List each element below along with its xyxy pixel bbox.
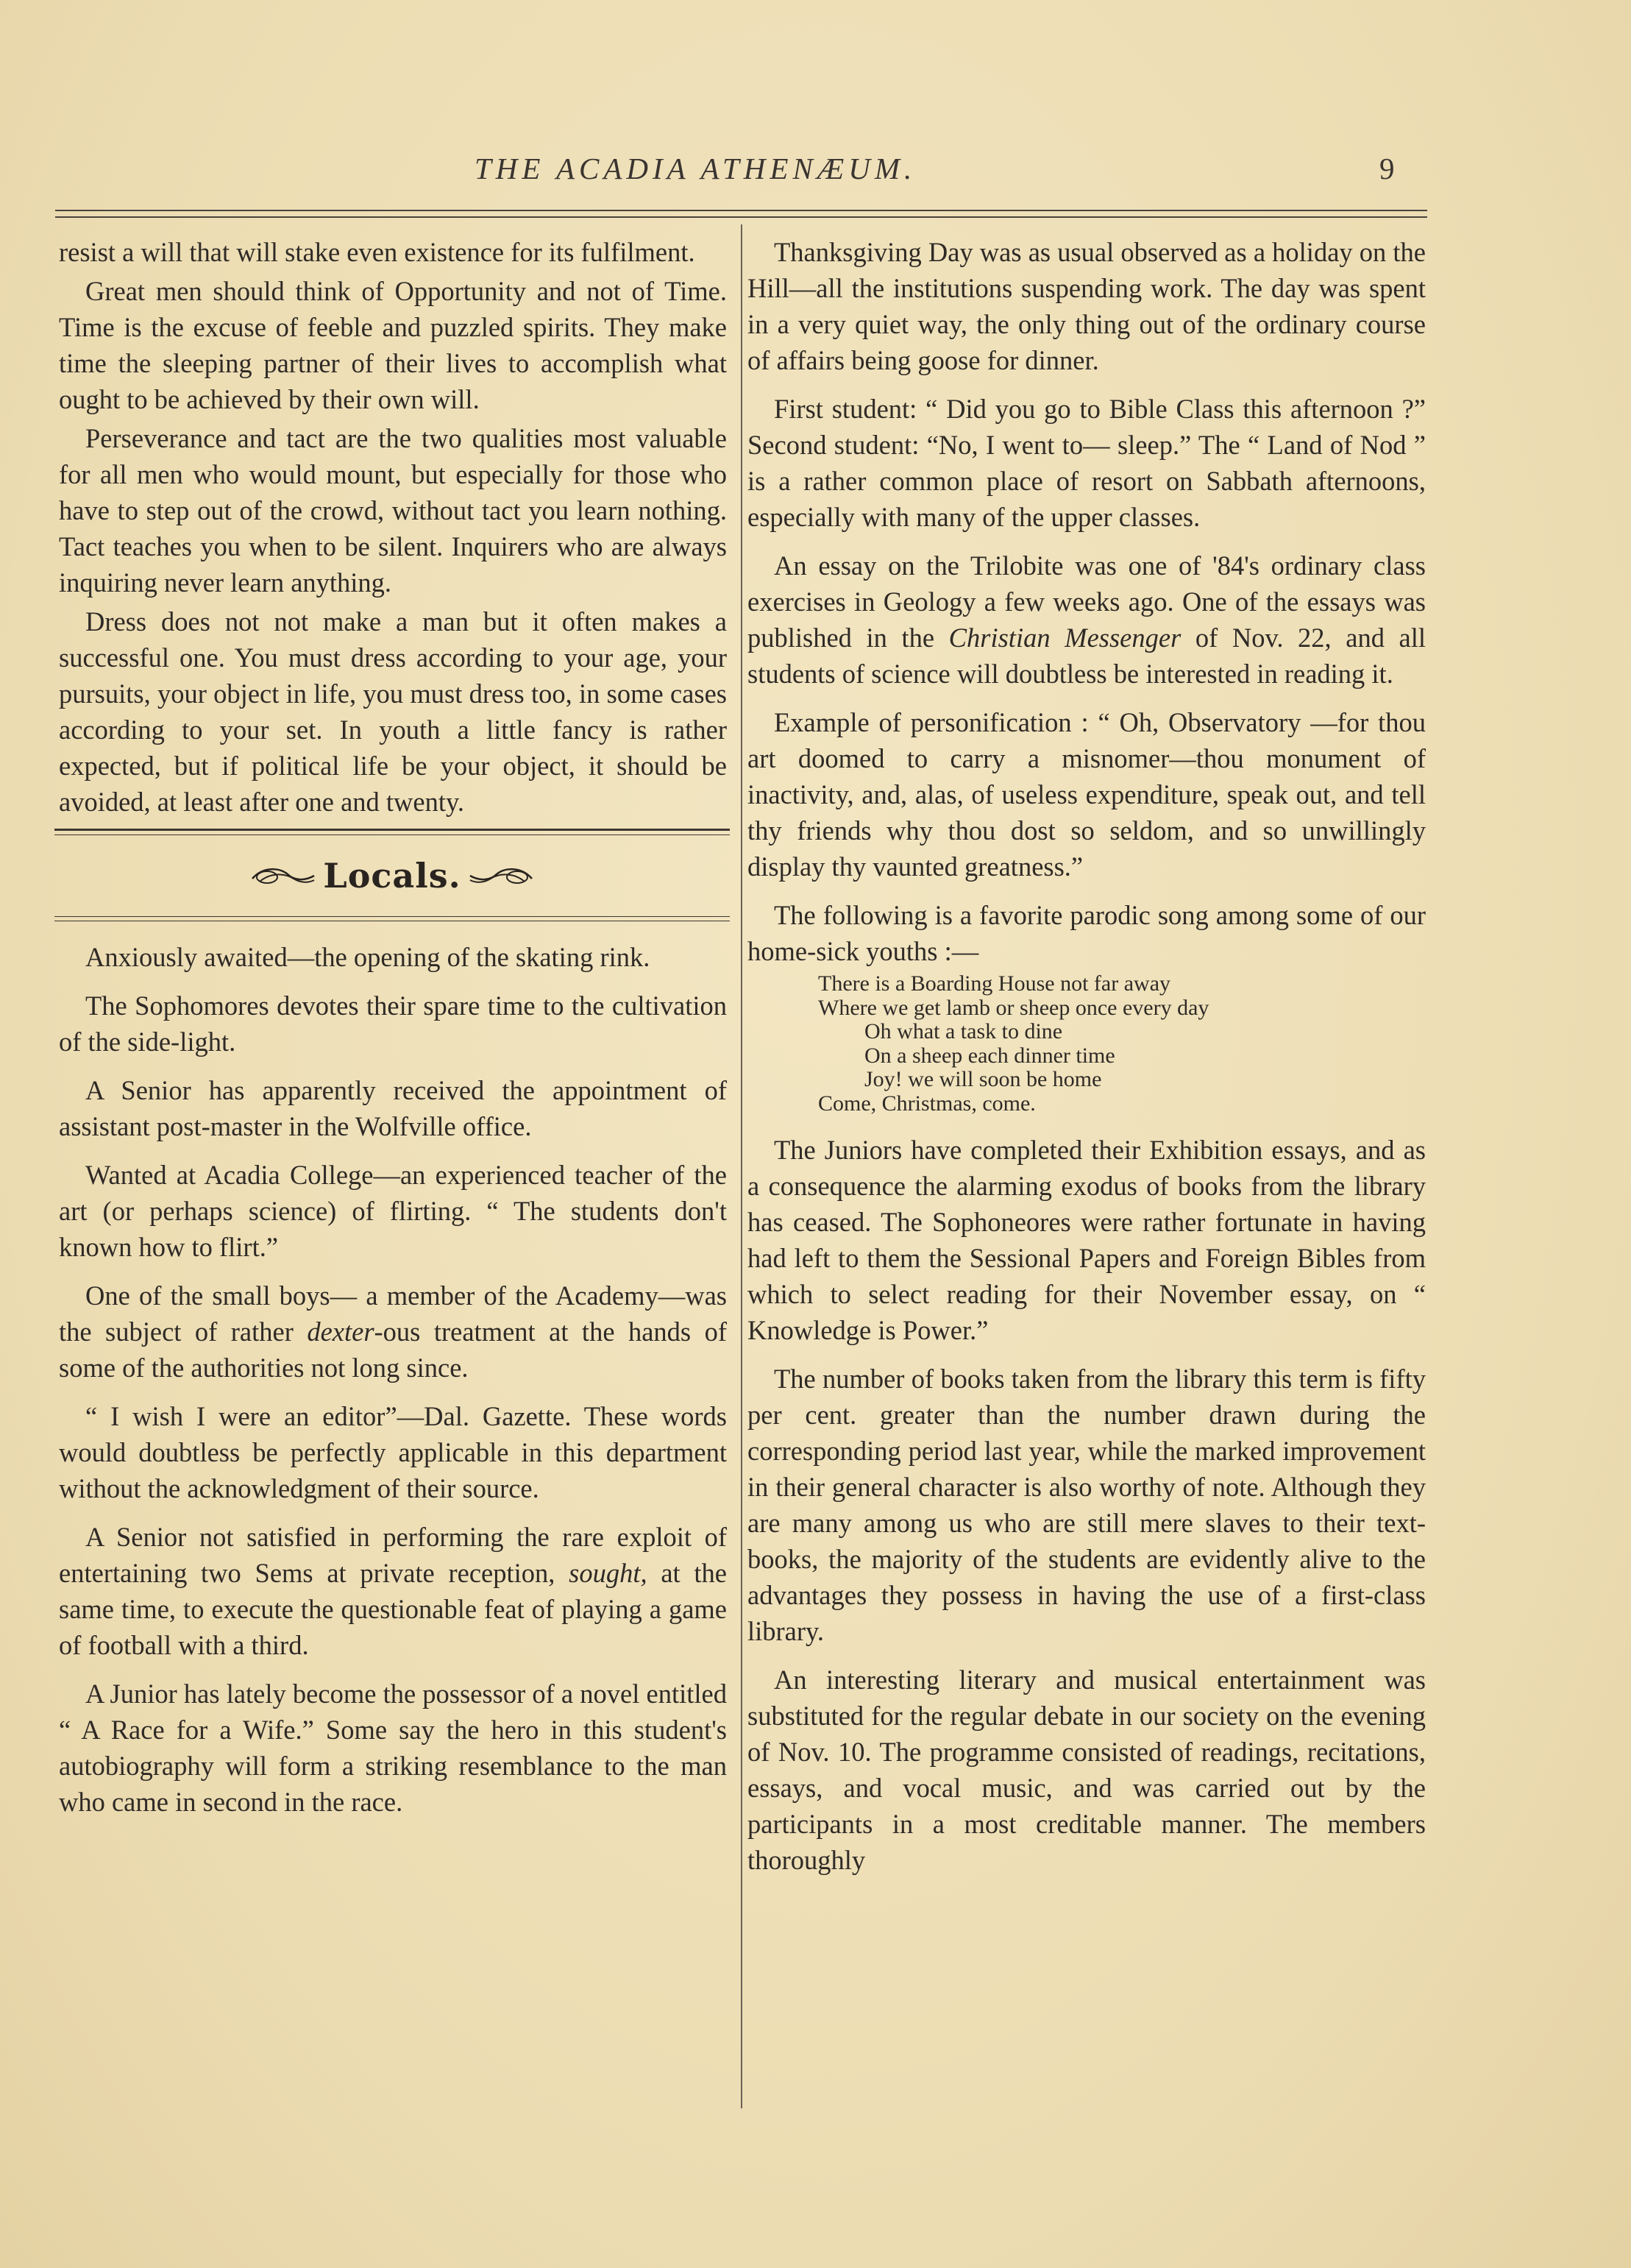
column-divider bbox=[741, 224, 742, 2108]
paragraph: Dress does not not make a man but it often makes a successful one. You must dress according to your age, your pursuits, your object in life, you must dress too, in some cases according to your set. In youth a little fancy is rather expected, but if political life be your object, it should be avoided, at least after one and twenty. bbox=[59, 606, 727, 817]
poem bbox=[818, 972, 1426, 1116]
running-head bbox=[0, 151, 1631, 195]
page-number: 9 bbox=[1379, 152, 1395, 185]
paragraph: First student: “ Did you go to Bible Class this afternoon ?” Second student: “No, I went to— sleep.” The “ Land of Nod ” is a rather common place of resort on Sabbath afternoons, especially with many of the upper classes. bbox=[747, 394, 1426, 532]
locals-item bbox=[59, 1277, 727, 1386]
locals-item: A Senior has apparently received the appointment of assistant post-master in the Wolfville office. bbox=[59, 1075, 727, 1141]
left-flourish-icon bbox=[249, 862, 317, 889]
paragraph: The Juniors have completed their Exhibition essays, and as a consequence the alarming exodus of books from the library has ceased. The Sophoneores were rather fortunate in having had left to them the Sessional Papers and Foreign Bibles from which to select reading for their November essay, on “ Knowledge is Power.” bbox=[747, 1135, 1426, 1345]
italic-text: sought, bbox=[569, 1558, 647, 1588]
header-rule-top bbox=[55, 210, 1427, 211]
poem-line: Where we get lamb or sheep once every day bbox=[818, 995, 1209, 1020]
locals-item: The Sophomores devotes their spare time to the cultivation of the side-light. bbox=[59, 991, 727, 1057]
left-column bbox=[59, 234, 727, 1832]
poem-line: There is a Boarding House not far away bbox=[818, 971, 1171, 996]
locals-section-header bbox=[54, 829, 730, 921]
paragraph: The following is a favorite parodic song among some of our home-sick youths :— bbox=[747, 900, 1426, 966]
locals-item: “ I wish I were an editor”—Dal. Gazette. These words would doubtless be perfectly applicable in this department without the acknowledgment of their source. bbox=[59, 1401, 727, 1503]
paragraph: resist a will that will stake even existence for its fulfilment. bbox=[59, 237, 695, 267]
poem-line: Oh what a task to dine bbox=[864, 1019, 1063, 1043]
right-column bbox=[747, 234, 1426, 1890]
locals-item: Wanted at Acadia College—an experienced teacher of the art (or perhaps science) of flirting. “ The students don't known how to flirt.” bbox=[59, 1160, 727, 1262]
locals-heading bbox=[54, 835, 730, 916]
paragraph: Thanksgiving Day was as usual observed as a holiday on the Hill—all the institutions suspending work. The day was spent in a very quiet way, the only thing out of the ordinary course of affairs being goose for dinner. bbox=[747, 237, 1426, 375]
journal-title: THE ACADIA ATHENÆUM. bbox=[475, 152, 917, 185]
locals-item bbox=[59, 1519, 727, 1663]
poem-line: Come, Christmas, come. bbox=[818, 1091, 1036, 1116]
text-run: -ous treatment at the hands of some of the authorities not long since. bbox=[59, 1316, 728, 1383]
text-run: A Senior not satisfied in performing the rare exploit of entertaining two Sems at private reception, bbox=[59, 1522, 727, 1588]
locals-item: A Junior has lately become the possessor of a novel entitled “ A Race for a Wife.” Some say the hero in this student's autobiography will form a striking resemblance to the man who came in second in the race. bbox=[59, 1679, 727, 1817]
paragraph: Example of personification : “ Oh, Observatory —for thou art doomed to carry a misnomer—thou monument of inactivity, and, alas, of useless expenditure, speak out, and tell thy friends why thou dost so seldom, and so unwillingly display thy vaunted greatness.” bbox=[747, 707, 1426, 882]
text-run: An essay on the Trilobite was one of '84's ordinary class exercises in Geology a few weeks ago. One of the essays was published in the bbox=[747, 550, 1426, 653]
paragraph: Great men should think of Opportunity and not of Time. Time is the excuse of feeble and puzzled spirits. They make time the sleeping partner of their lives to accomplish what ought to be achieved by their own will. bbox=[59, 276, 727, 414]
poem-line: On a sheep each dinner time bbox=[864, 1043, 1115, 1068]
section-rule-top bbox=[54, 829, 730, 835]
italic-text: dexter bbox=[307, 1316, 374, 1347]
text-run: One of the small boys— a member of the Academy—was the subject of rather bbox=[59, 1280, 727, 1347]
locals-item: Anxiously awaited—the opening of the skating rink. bbox=[85, 942, 650, 972]
section-rule-bottom bbox=[54, 916, 730, 921]
italic-text: Christian Messenger bbox=[948, 623, 1182, 653]
poem-line: Joy! we will soon be home bbox=[864, 1067, 1102, 1091]
paragraph bbox=[747, 547, 1426, 692]
right-flourish-icon bbox=[467, 862, 535, 889]
section-title: Locals. bbox=[323, 855, 461, 896]
header-rule-bottom bbox=[55, 216, 1427, 218]
paragraph: Perseverance and tact are the two qualities most valuable for all men who would mount, but especially for those who have to step out of the crowd, without tact you learn nothing. Tact teaches you when to be silent. Inquirers who are always inquiring never learn anything. bbox=[59, 423, 727, 598]
paragraph: An interesting literary and musical entertainment was substituted for the regular debate in our society on the evening of Nov. 10. The programme consisted of readings, recitations, essays, and vocal music, and was carried out by the participants in a most creditable manner. The members thoroughly bbox=[747, 1665, 1426, 1875]
paragraph: The number of books taken from the library this term is fifty per cent. greater than the number drawn during the corresponding period last year, while the marked improvement in their general character is also worthy of note. Although they are many among us who are still mere slaves to their text-books, the majority of the students are evidently alive to the advantages they possess in having the use of a first-class library. bbox=[747, 1364, 1426, 1646]
text-run: at the same time, to execute the questionable feat of playing a game of football with a third. bbox=[59, 1558, 727, 1660]
text-run: of Nov. 22, and all students of science will doubtless be interested in reading it. bbox=[747, 623, 1426, 689]
